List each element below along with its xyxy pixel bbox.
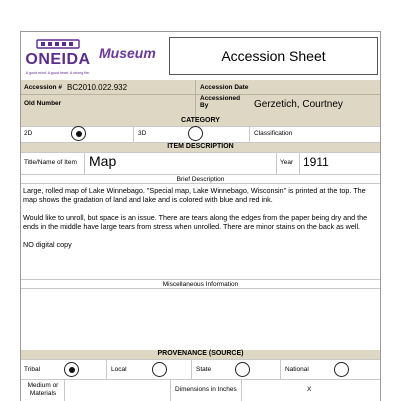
old-number-label: Old Number: [24, 100, 62, 107]
logo-text: ONEIDA: [25, 51, 91, 68]
brief-description-label: Brief Description: [176, 176, 225, 183]
provenance-state-radio[interactable]: [235, 362, 250, 377]
provenance-header: PROVENANCE (SOURCE): [21, 350, 380, 359]
misc-information-label: Miscellaneous Information: [162, 281, 239, 288]
classification-label: Classification: [254, 130, 293, 137]
accessioned-by-label: Accessioned By: [200, 95, 241, 109]
museum-title: Museum: [99, 45, 156, 61]
category-3d-radio[interactable]: [188, 126, 203, 141]
accessioned-by-value[interactable]: Gerzetich, Courtney: [254, 99, 343, 110]
wampum-belt-icon: [23, 36, 93, 52]
dimensions-label: Dimensions in Inches: [175, 386, 237, 393]
medium-label: Medium or Materials: [27, 382, 59, 397]
description-paragraph: Large, rolled map of Lake Winnebago. "Special map, Lake Winnebago, Wisconsin" is printed at the top. The map shows the gradation of land and lake and is colored with blue and red ink.: [23, 186, 366, 204]
item-name-label: Title/Name of Item: [24, 159, 77, 166]
item-name-value[interactable]: Map: [89, 153, 117, 169]
accession-date-label: Accession Date: [200, 84, 249, 91]
oneida-logo: [23, 36, 93, 80]
provenance-national-radio[interactable]: [334, 362, 349, 377]
provenance-tribal-radio[interactable]: [64, 362, 79, 377]
description-paragraph: NO digital copy: [23, 239, 72, 249]
year-value[interactable]: 1911: [303, 155, 329, 169]
category-header: CATEGORY: [21, 117, 380, 126]
logo-tagline: A good mind. A good heart. A strong fire.: [25, 71, 91, 75]
provenance-national-label: National: [285, 366, 309, 373]
accession-number-value[interactable]: BC2010.022.932: [67, 83, 128, 92]
provenance-local-radio[interactable]: [152, 362, 167, 377]
category-2d-label: 2D: [24, 130, 33, 137]
misc-information-text[interactable]: [23, 291, 375, 351]
provenance-state-label: State: [196, 366, 212, 373]
provenance-tribal-label: Tribal: [24, 366, 41, 373]
category-3d-label: 3D: [138, 130, 147, 137]
sheet-title: Accession Sheet: [221, 48, 326, 64]
accession-number-label: Accession #: [24, 84, 62, 91]
brief-description-text[interactable]: [23, 187, 375, 259]
sheet-title-box: [169, 37, 378, 75]
provenance-local-label: Local: [111, 366, 127, 373]
dimensions-separator: X: [307, 386, 312, 393]
year-label: Year: [280, 159, 294, 166]
description-paragraph: Would like to unroll, but space is an issue. There are tears along the edges from the paper being dry and the ends in the middle have large tears from stress when unrolled. There are minor stains on the back as well.: [23, 212, 368, 231]
category-2d-radio[interactable]: [71, 126, 86, 141]
item-description-header: ITEM DESCRIPTION: [21, 143, 380, 152]
accession-sheet: [20, 31, 381, 401]
